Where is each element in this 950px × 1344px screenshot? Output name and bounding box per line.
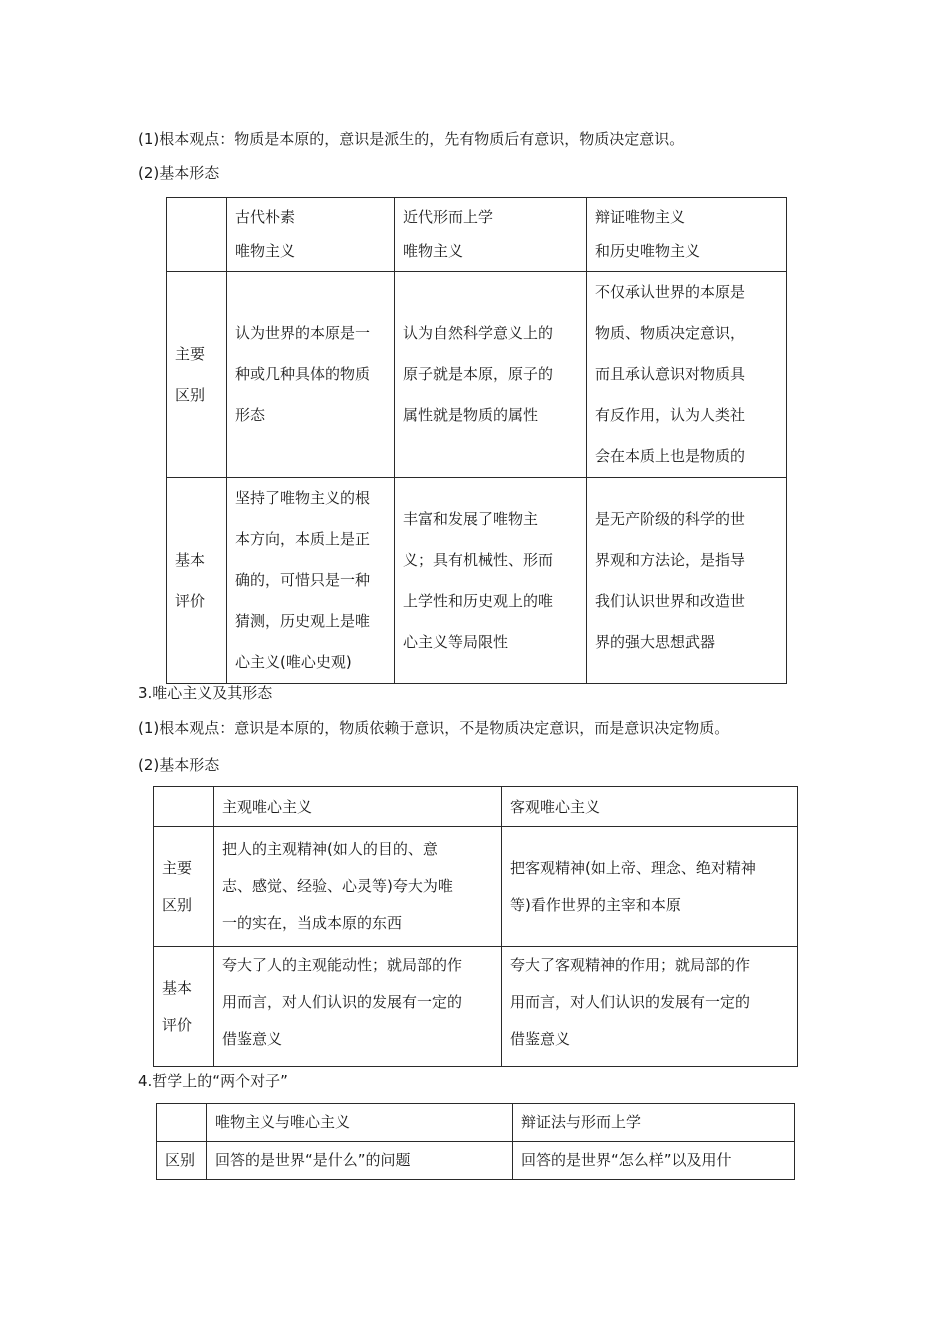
table-row (167, 272, 787, 478)
cell-objective-difference: 把客观精神(如上帝、理念、绝对精神 等)看作世界的主宰和本原 (502, 827, 798, 947)
paragraph-idealism-basic-view: (1)根本观点：意识是本原的，物质依赖于意识，不是物质决定意识，而是意识决定物质。 (138, 719, 730, 737)
paragraph-idealism-forms-heading: (2)基本形态 (138, 756, 220, 774)
two-pairs-table (156, 1103, 795, 1180)
header-dialectical-historical-materialism: 辩证唯物主义 和历史唯物主义 (587, 198, 787, 272)
cell-objective-evaluation: 夸大了客观精神的作用；就局部的作 用而言，对人们认识的发展有一定的 借鉴意义 (502, 947, 798, 1067)
header-subjective-idealism: 主观唯心主义 (214, 787, 502, 827)
row-label-main-difference: 主要 区别 (154, 827, 214, 947)
header-materialism-vs-idealism: 唯物主义与唯心主义 (207, 1104, 513, 1142)
table-row (157, 1142, 795, 1180)
row-label-difference: 区别 (157, 1142, 207, 1180)
cell-modern-evaluation: 丰富和发展了唯物主 义；具有机械性、形而 上学性和历史观上的唯 心主义等局限性 (395, 478, 587, 684)
table-header-row (167, 198, 787, 272)
table-header-row (157, 1104, 795, 1142)
cell-subjective-difference: 把人的主观精神(如人的目的、意 志、感觉、经验、心灵等)夸大为唯 一的实在，当成本原的东西 (214, 827, 502, 947)
cell-dialectics-metaphysics-difference: 回答的是世界“怎么样”以及用什 (513, 1142, 795, 1180)
table-header-row (154, 787, 798, 827)
table-row (154, 947, 798, 1067)
cell-subjective-evaluation: 夸大了人的主观能动性；就局部的作 用而言，对人们认识的发展有一定的 借鉴意义 (214, 947, 502, 1067)
header-objective-idealism: 客观唯心主义 (502, 787, 798, 827)
table-corner-cell (154, 787, 214, 827)
paragraph-materialism-basic-view: (1)根本观点：物质是本原的，意识是派生的，先有物质后有意识，物质决定意识。 (138, 130, 685, 148)
heading-two-pairs: 4.哲学上的“两个对子” (138, 1072, 288, 1090)
header-ancient-materialism: 古代朴素 唯物主义 (227, 198, 395, 272)
cell-dialectical-difference: 不仅承认世界的本原是 物质、物质决定意识， 而且承认意识对物质具 有反作用，认为人类社 会在本质上也是物质的 (587, 272, 787, 478)
table-row (167, 478, 787, 684)
header-dialectics-vs-metaphysics: 辩证法与形而上学 (513, 1104, 795, 1142)
table-corner-cell (167, 198, 227, 272)
cell-ancient-difference: 认为世界的本原是一 种或几种具体的物质 形态 (227, 272, 395, 478)
cell-materialism-idealism-difference: 回答的是世界“是什么”的问题 (207, 1142, 513, 1180)
paragraph-materialism-forms-heading: (2)基本形态 (138, 164, 220, 182)
cell-ancient-evaluation: 坚持了唯物主义的根 本方向，本质上是正 确的，可惜只是一种 猜测，历史观上是唯 心主义(唯心史观) (227, 478, 395, 684)
cell-modern-difference: 认为自然科学意义上的 原子就是本原，原子的 属性就是物质的属性 (395, 272, 587, 478)
idealism-forms-table (153, 786, 798, 1067)
header-modern-metaphysical-materialism: 近代形而上学 唯物主义 (395, 198, 587, 272)
cell-dialectical-evaluation: 是无产阶级的科学的世 界观和方法论，是指导 我们认识世界和改造世 界的强大思想武器 (587, 478, 787, 684)
heading-idealism-forms: 3.唯心主义及其形态 (138, 684, 273, 702)
table-row (154, 827, 798, 947)
row-label-basic-evaluation: 基本 评价 (167, 478, 227, 684)
row-label-main-difference: 主要 区别 (167, 272, 227, 478)
row-label-basic-evaluation: 基本 评价 (154, 947, 214, 1067)
table-corner-cell (157, 1104, 207, 1142)
materialism-forms-table (166, 197, 787, 684)
